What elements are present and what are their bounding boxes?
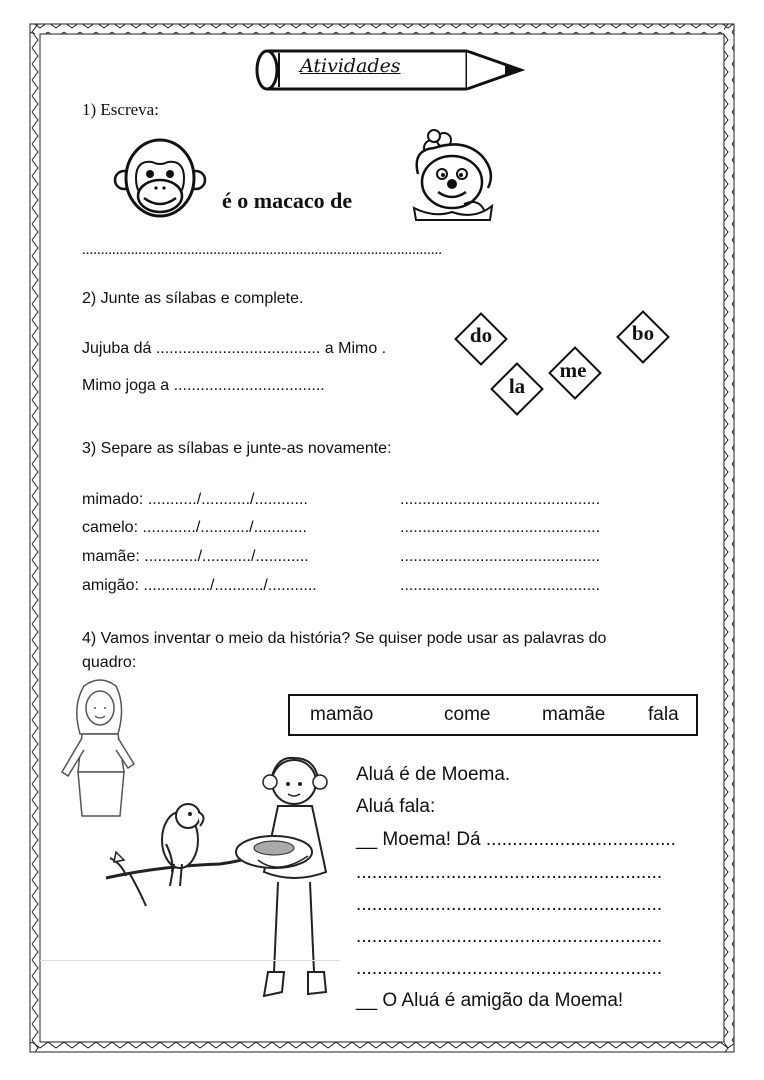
- word-bank-item: mamãe: [542, 704, 606, 725]
- line1-blank[interactable]: .....................................: [155, 340, 321, 357]
- word-bank-item: come: [444, 704, 491, 725]
- q3-row: [82, 577, 317, 595]
- story-line: Aluá é de Moema.: [356, 764, 511, 785]
- q3-answer-blank[interactable]: .............................................: [400, 577, 601, 594]
- question-1-label: 1) Escreva:: [82, 100, 159, 119]
- story-line: __ O Aluá é amigão da Moema!: [356, 990, 624, 1011]
- q3-answer-blank[interactable]: .............................................: [400, 548, 601, 565]
- q3-word: camelo:: [82, 519, 139, 536]
- story-line-blank[interactable]: ..........................................................: [356, 894, 663, 915]
- story-line: Aluá fala:: [356, 796, 436, 817]
- question-3-label: 3) Separe as sílabas e junte-as novamente:: [82, 440, 392, 457]
- question-2-line-1: [82, 340, 386, 358]
- monkey-icon: [112, 134, 208, 224]
- line1-start: Jujuba dá: [82, 340, 152, 357]
- story-line-blank[interactable]: ..........................................................: [356, 958, 663, 979]
- word-bank-item: mamão: [310, 704, 374, 725]
- question-2-label: 2) Junte as sílabas e complete.: [82, 290, 304, 307]
- q3-answer-blank[interactable]: .............................................: [400, 491, 601, 508]
- q3-word: amigão:: [82, 577, 139, 594]
- question-2-line-2: [82, 377, 325, 395]
- story-line-blank[interactable]: ..........................................................: [356, 862, 663, 883]
- line2-blank[interactable]: ..................................: [173, 377, 325, 394]
- q3-split-blank[interactable]: .........../.........../............: [147, 491, 308, 508]
- question-1-phrase: é o macaco de: [222, 188, 353, 213]
- q3-answer-blank[interactable]: .............................................: [400, 519, 601, 536]
- q3-row: [82, 491, 308, 509]
- q3-split-blank[interactable]: ............/.........../............: [144, 548, 309, 565]
- q3-split-blank[interactable]: ............/.........../............: [142, 519, 307, 536]
- word-bank-item: fala: [648, 704, 679, 725]
- word-bank-box: [288, 694, 698, 736]
- line2-start: Mimo joga a: [82, 377, 170, 394]
- ground-line: [40, 960, 340, 961]
- question-4-label: 4) Vamos inventar o meio da história? Se quiser pode usar as palavras do: [82, 630, 607, 647]
- q3-row: [82, 519, 307, 537]
- clown-icon: [404, 128, 500, 222]
- page-title: Atividades: [300, 55, 401, 77]
- story-line-blank[interactable]: __ Moema! Dá ....................................: [356, 829, 676, 850]
- question-1-answer-line[interactable]: ................................................................................................: [82, 242, 442, 258]
- story-line-blank[interactable]: ..........................................................: [356, 926, 663, 947]
- q3-word: mimado:: [82, 491, 144, 508]
- line1-end: a Mimo .: [324, 340, 387, 357]
- q3-word: mamãe:: [82, 548, 140, 565]
- q3-split-blank[interactable]: .............../.........../...........: [143, 577, 317, 594]
- q3-row: [82, 548, 309, 566]
- girl-illustration: [228, 752, 352, 1016]
- question-4-label-cont: quadro:: [82, 654, 137, 671]
